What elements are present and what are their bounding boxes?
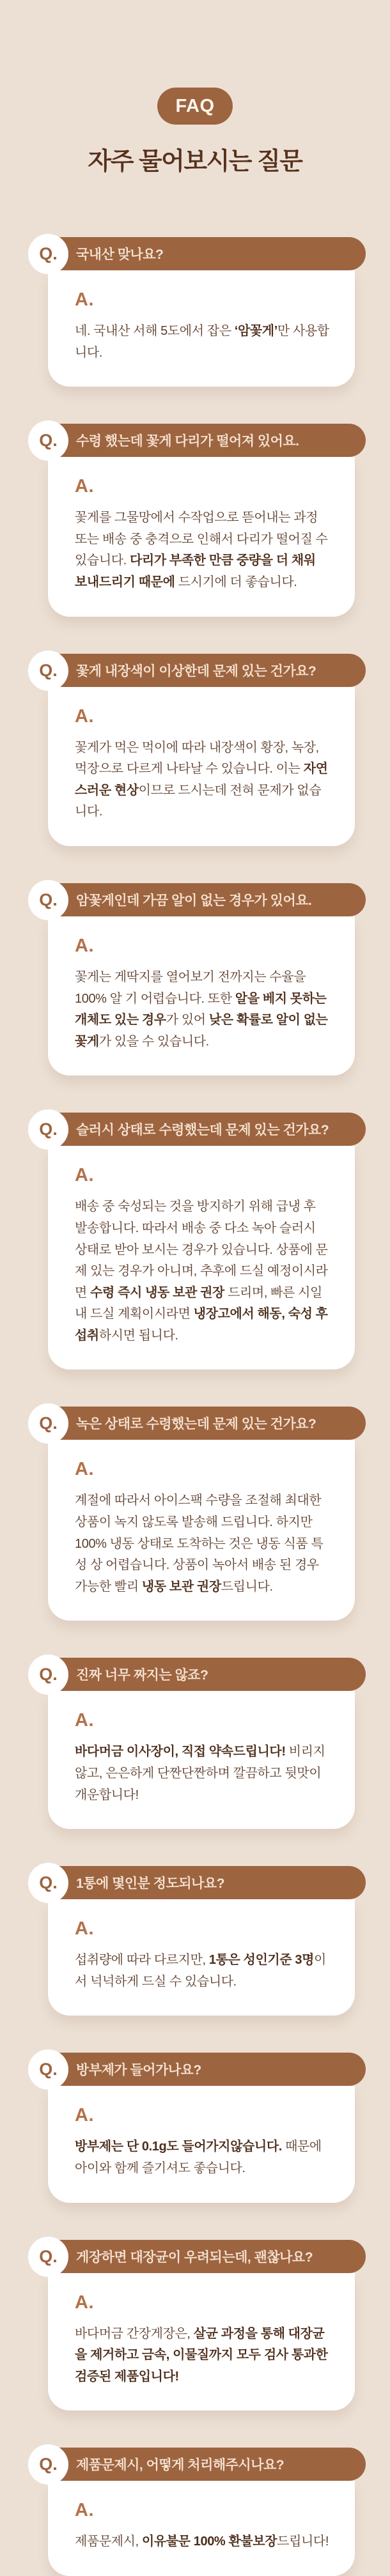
question-header <box>48 654 366 687</box>
question-mark-icon: Q. <box>28 1654 68 1695</box>
question-mark-icon: Q. <box>28 1109 68 1150</box>
answer-label: A. <box>75 2500 94 2521</box>
question-header <box>48 424 366 457</box>
question-text: 꽃게 내장색이 이상한데 문제 있는 건가요? <box>76 663 316 679</box>
question-text: 게장하면 대장균이 우려되는데, 괜찮나요? <box>76 2249 313 2265</box>
answer-label: A. <box>75 1459 94 1480</box>
answer-body <box>48 2273 355 2411</box>
answer-body <box>48 687 355 846</box>
question-mark-icon: Q. <box>28 651 68 691</box>
answer-label: A. <box>75 476 94 497</box>
faq-card <box>39 1658 366 1829</box>
answer-text: 꽃게는 게딱지를 열어보기 전까지는 수율을 100% 알 기 어렵습니다. 또한 알을 베지 못하는 개체도 있는 경우가 있어 낮은 확률로 알이 없는 꽃게가 있을 수 있습니다. <box>75 969 328 1049</box>
answer-body <box>48 1899 355 2016</box>
answer-body <box>48 916 355 1076</box>
answer-label: A. <box>75 289 94 310</box>
answer-text: 네. 국내산 서해 5도에서 잡은 ‘암꽃게’만 사용합니다. <box>75 324 329 360</box>
question-mark-icon: Q. <box>28 1863 68 1903</box>
faq-card <box>39 424 366 616</box>
answer-label: A. <box>75 1710 94 1731</box>
answer-label: A. <box>75 935 94 956</box>
faq-card <box>39 1407 366 1621</box>
question-header <box>48 1866 366 1899</box>
faq-card <box>39 654 366 846</box>
faq-card <box>39 2053 366 2202</box>
question-header <box>48 2448 366 2481</box>
answer-body <box>48 457 355 616</box>
question-mark-icon: Q. <box>28 234 68 274</box>
question-text: 국내산 맞나요? <box>76 247 164 262</box>
faq-card <box>39 237 366 387</box>
question-text: 제품문제시, 어떻게 처리해주시나요? <box>76 2458 285 2473</box>
answer-body <box>48 1440 355 1621</box>
faq-card <box>39 2448 366 2576</box>
answer-label: A. <box>75 2105 94 2126</box>
answer-text: 바다머금 간장게장은, 살균 과정을 통해 대장균을 제거하고 금속, 이물질까지 모두 검사 통과한 검증된 제품입니다! <box>75 2326 328 2384</box>
faq-list <box>0 237 390 2576</box>
answer-text: 섭취량에 따라 다르지만, 1통은 성인기준 3명이서 넉넉하게 드실 수 있습니다. <box>75 1953 326 1989</box>
question-mark-icon: Q. <box>28 2049 68 2090</box>
question-mark-icon: Q. <box>28 420 68 461</box>
question-header <box>48 1113 366 1146</box>
question-text: 암꽃게인데 가끔 알이 없는 경우가 있어요. <box>76 893 312 908</box>
question-mark-icon: Q. <box>28 2444 68 2485</box>
faq-card <box>39 2240 366 2411</box>
answer-label: A. <box>75 706 94 727</box>
answer-text: 꽃게가 먹은 먹이에 따라 내장색이 황장, 녹장, 먹장으로 다르게 나타날 수 있습니다. 이는 자연스러운 현상이므로 드시는데 전혀 문제가 없습니다. <box>75 740 328 819</box>
question-text: 녹은 상태로 수령했는데 문제 있는 건가요? <box>76 1417 316 1432</box>
question-header <box>48 2053 366 2086</box>
answer-text: 제품문제시, 이유불문 100% 환불보장드립니다! <box>75 2534 329 2549</box>
answer-text: 계절에 따라서 아이스팩 수량을 조절해 최대한 상품이 녹지 않도록 발송해 드립니다. 하지만 100% 냉동 상태로 도착하는 것은 냉동 식품 특성 상 어렵습니다. 상품이 녹아서 배송 된 경우 가능한 빨리 냉동 보관 권장드립니다. <box>75 1493 324 1594</box>
question-mark-icon: Q. <box>28 2237 68 2277</box>
faq-card <box>39 1866 366 2016</box>
question-header <box>48 1658 366 1691</box>
answer-label: A. <box>75 2292 94 2313</box>
question-header <box>48 2240 366 2273</box>
question-text: 수령 했는데 꽃게 다리가 떨어져 있어요. <box>76 434 299 449</box>
answer-text: 바다머금 이사장이, 직접 약속드립니다! 비리지 않고, 은은하게 단짠단짠하며 깔끔하고 뒷맛이 개운합니다! <box>75 1745 325 1802</box>
faq-badge: FAQ <box>157 88 233 125</box>
question-text: 1통에 몇인분 정도되나요? <box>76 1876 225 1892</box>
answer-label: A. <box>75 1165 94 1186</box>
question-text: 진짜 너무 짜지는 않죠? <box>76 1668 208 1683</box>
answer-label: A. <box>75 1918 94 1940</box>
answer-body <box>48 1691 355 1829</box>
page-title: 자주 물어보시는 질문 <box>88 148 302 175</box>
answer-body <box>48 270 355 387</box>
answer-text: 방부제는 단 0.1g도 들어가지않습니다. 때문에 아이와 함께 즐기셔도 좋습니다. <box>75 2140 322 2175</box>
answer-body <box>48 2481 355 2576</box>
question-mark-icon: Q. <box>28 880 68 920</box>
faq-card <box>39 1113 366 1369</box>
question-mark-icon: Q. <box>28 1403 68 1444</box>
question-header <box>48 883 366 916</box>
question-text: 방부제가 들어가나요? <box>76 2063 201 2078</box>
answer-text: 꽃게를 그물망에서 수작업으로 뜯어내는 과정 또는 배송 중 충격으로 인해서 다리가 떨어질 수 있습니다. 다리가 부족한 만큼 중량을 더 채워 보내드리기 때문에 드시기에 더 좋습니다. <box>75 511 328 589</box>
question-header <box>48 237 366 270</box>
faq-card <box>39 883 366 1076</box>
answer-text: 배송 중 숙성되는 것을 방지하기 위해 급냉 후 발송합니다. 따라서 배송 중 다소 녹아 슬러시 상태로 받아 보시는 경우가 있습니다. 상품에 문제 있는 경우가 아니며, 추후에 드실 예정이시라면 수령 즉시 냉동 보관 권장 드리며, 빠른 시일 내 드실 계획이시라면 냉장고에서 해동, 숙성 후 섭취하시면 됩니다. <box>75 1199 328 1343</box>
answer-body <box>48 1146 355 1369</box>
question-header <box>48 1407 366 1440</box>
answer-body <box>48 2086 355 2202</box>
question-text: 슬러시 상태로 수령했는데 문제 있는 건가요? <box>76 1123 329 1138</box>
